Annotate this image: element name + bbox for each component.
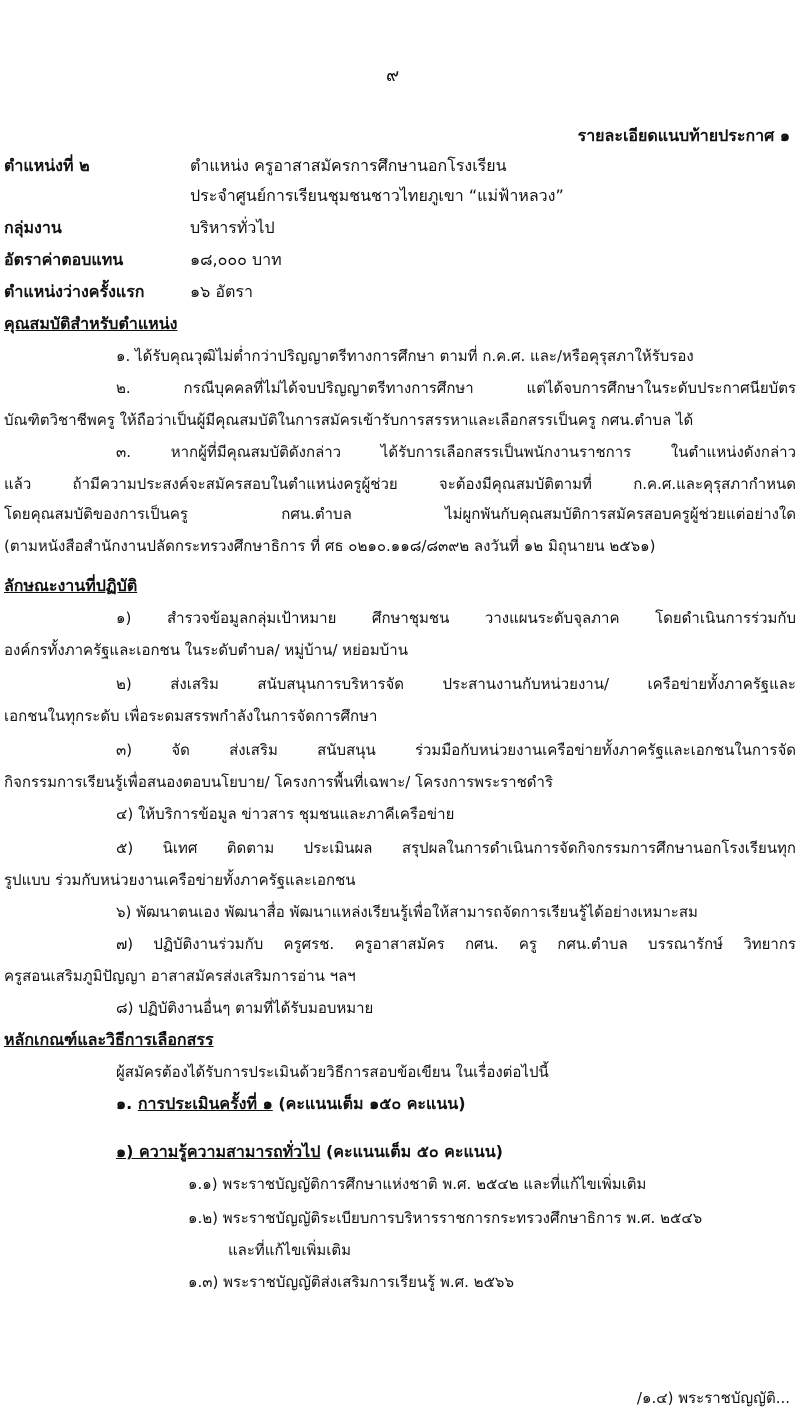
group-value: บริหารทั่วไป — [190, 218, 275, 237]
knowledge-item-1: ๑.๑) พระราชบัญญัติการศึกษาแห่งชาติ พ.ศ. ๒๕๔๒ และที่แก้ไขเพิ่มเติม — [188, 1175, 647, 1193]
page-number: ๙ — [386, 65, 400, 86]
salary-label: อัตราค่าตอบแทน — [4, 250, 124, 269]
qualification-item-2-line1: ๒. กรณีบุคคลที่ไม่ได้จบปริญญาตรีทางการศึกษา แต่ได้จบการศึกษาในระดับประกาศนียบัตร — [116, 379, 796, 397]
duty-3-line2: กิจกรรมการเรียนรู้เพื่อสนองตอบนโยบาย/ โครงการพื้นที่เฉพาะ/ โครงการพระราชดำริ — [4, 773, 554, 791]
duty-2-line2: เอกชนในทุกระดับ เพื่อระดมสรรพกำลังในการจัดการศึกษา — [4, 707, 378, 725]
knowledge-line — [116, 1140, 503, 1165]
qualification-item-3-line3: โดยคุณสมบัติของการเป็นครู กศน.ตำบล ไม่ผูกพันกับคุณสมบัติการสมัครสอบครูผู้ช่วยแต่อย่างใด — [4, 505, 796, 523]
duty-1-line2: องค์กรทั้งภาครัฐและเอกชน ในระดับตำบล/ หมู่บ้าน/ หย่อมบ้าน — [4, 641, 408, 659]
vacancies-value: ๑๖ อัตรา — [190, 282, 253, 301]
criteria-intro: ผู้สมัครต้องได้รับการประเมินด้วยวิธีการสอบข้อเขียน ในเรื่องต่อไปนี้ — [116, 1063, 549, 1081]
annex-title: รายละเอียดแนบท้ายประกาศ ๑ — [577, 126, 790, 145]
qualification-item-3-line4: (ตามหนังสือสำนักงานปลัดกระทรวงศึกษาธิการ ที่ ศธ ๐๒๑๐.๑๑๘/๘๓๙๒ ลงวันที่ ๑๒ มิถุนายน ๒๕๖๑) — [4, 537, 656, 555]
duty-1-line1: ๑) สำรวจข้อมูลกลุ่มเป้าหมาย ศึกษาชุมชน วางแผนระดับจุลภาค โดยดำเนินการร่วมกับ — [116, 609, 796, 627]
continuation-note: /๑.๔) พระราชบัญญัติ... — [636, 1389, 790, 1407]
criteria-heading: หลักเกณฑ์และวิธีการเลือกสรร — [4, 1030, 214, 1049]
vacancies-label: ตำแหน่งว่างครั้งแรก — [4, 282, 145, 301]
round-1-score: (คะแนนเต็ม ๑๕๐ คะแนน) — [278, 1094, 466, 1113]
duty-3-line1: ๓) จัด ส่งเสริม สนับสนุน ร่วมมือกับหน่วยงานเครือข่ายทั้งภาครัฐและเอกชนในการจัด — [116, 741, 796, 759]
duty-7-line1: ๗) ปฏิบัติงานร่วมกับ ครูศรช. ครูอาสาสมัคร กศน. ครู กศน.ตำบล บรรณารักษ์ วิทยากร — [116, 935, 796, 953]
knowledge-item-2-line1: ๑.๒) พระราชบัญญัติระเบียบการบริหารราชการกระทรวงศึกษาธิการ พ.ศ. ๒๕๔๖ — [188, 1209, 703, 1227]
round-1-title: การประเมินครั้งที่ ๑ — [137, 1094, 273, 1113]
knowledge-score: (คะแนนเต็ม ๕๐ คะแนน) — [325, 1142, 503, 1161]
qualifications-heading: คุณสมบัติสำหรับตำแหน่ง — [4, 314, 178, 333]
knowledge-item-3: ๑.๓) พระราชบัญญัติส่งเสริมการเรียนรู้ พ.ศ. ๒๕๖๖ — [188, 1273, 514, 1291]
duty-8: ๘) ปฏิบัติงานอื่นๆ ตามที่ได้รับมอบหมาย — [116, 999, 374, 1017]
qualification-item-3-line2: แล้ว ถ้ามีความประสงค์จะสมัครสอบในตำแหน่งครูผู้ช่วย จะต้องมีคุณสมบัติตามที่ ก.ค.ศ.และคุรุสภากำหนด — [4, 475, 796, 493]
group-label: กลุ่มงาน — [4, 218, 62, 237]
duty-5-line2: รูปแบบ ร่วมกับหน่วยงานเครือข่ายทั้งภาครัฐและเอกชน — [4, 871, 356, 889]
qualification-item-1: ๑. ได้รับคุณวุฒิไม่ต่ำกว่าปริญญาตรีทางการศึกษา ตามที่ ก.ค.ศ. และ/หรือคุรุสภาให้รับรอง — [116, 347, 694, 365]
position-label: ตำแหน่งที่ ๒ — [4, 156, 90, 175]
duties-heading: ลักษณะงานที่ปฏิบัติ — [4, 576, 138, 595]
duty-6: ๖) พัฒนาตนเอง พัฒนาสื่อ พัฒนาแหล่งเรียนรู้เพื่อให้สามารถจัดการเรียนรู้ได้อย่างเหมาะสม — [116, 903, 698, 921]
duty-7-line2: ครูสอนเสริมภูมิปัญญา อาสาสมัครส่งเสริมการอ่าน ฯลฯ — [4, 967, 356, 985]
round-1-number: ๑. — [116, 1094, 133, 1113]
knowledge-item-2-line2: และที่แก้ไขเพิ่มเติม — [228, 1241, 352, 1259]
position-value-line1: ตำแหน่ง ครูอาสาสมัครการศึกษานอกโรงเรียน — [190, 156, 507, 175]
duty-2-line1: ๒) ส่งเสริม สนับสนุนการบริหารจัด ประสานงานกับหน่วยงาน/ เครือข่ายทั้งภาครัฐและ — [116, 675, 796, 693]
knowledge-title: ๑) ความรู้ความสามารถทั่วไป — [116, 1142, 321, 1161]
duty-5-line1: ๕) นิเทศ ติดตาม ประเมินผล สรุปผลในการดำเนินการจัดกิจกรรมการศึกษานอกโรงเรียนทุก — [116, 839, 796, 857]
qualification-item-3-line1: ๓. หากผู้ที่มีคุณสมบัติดังกล่าว ได้รับการเลือกสรรเป็นพนักงานราชการ ในตำแหน่งดังกล่าว — [116, 443, 796, 461]
salary-value: ๑๘,๐๐๐ บาท — [190, 250, 282, 269]
duty-4: ๔) ให้บริการข้อมูล ข่าวสาร ชุมชนและภาคีเครือข่าย — [116, 805, 455, 823]
position-value-line2: ประจำศูนย์การเรียนชุมชนชาวไทยภูเขา “แม่ฟ้าหลวง” — [190, 186, 564, 205]
qualification-item-2-line2: บัณฑิตวิชาชีพครู ให้ถือว่าเป็นผู้มีคุณสมบัติในการสมัครเข้ารับการสรรหาและเลือกสรรเป็นครู กศน.ตำบล ได้ — [4, 411, 694, 429]
round-1-line — [116, 1092, 466, 1117]
